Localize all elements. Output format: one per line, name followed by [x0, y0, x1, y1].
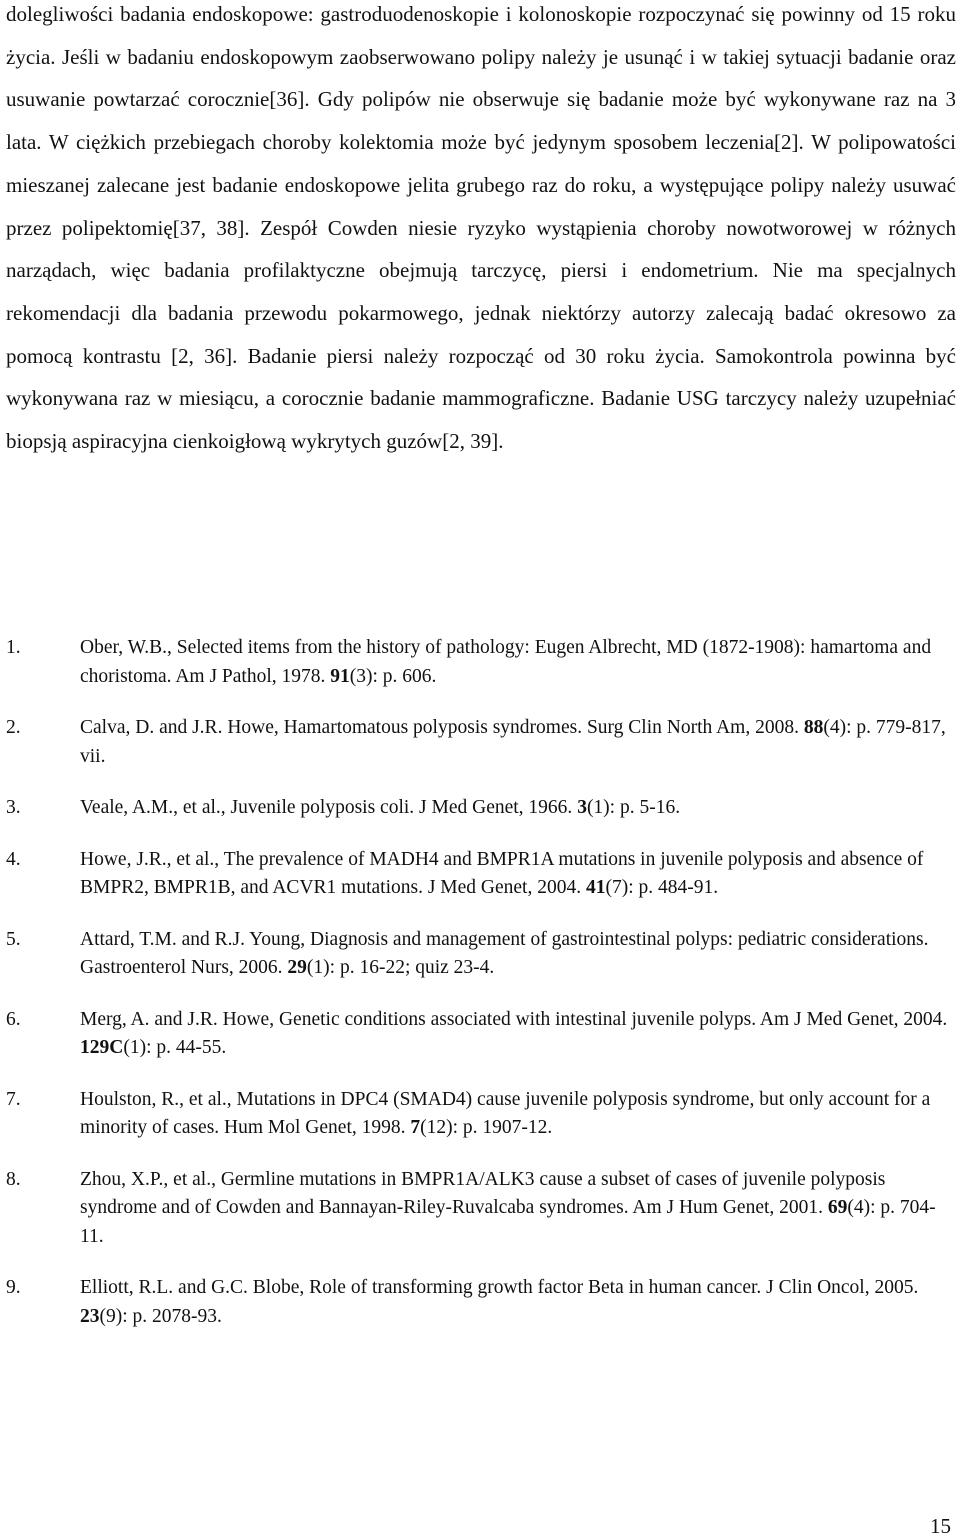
reference-number: 3. [6, 797, 21, 818]
sentence: Badanie USG tarczycy należy uzupełniać biopsją aspiracyjna cienkoigłową wykrytych guzów[2, 39]. [6, 386, 956, 454]
reference-number: 9. [6, 1277, 21, 1298]
sentence: Badanie piersi należy rozpocząć od 30 roku życia. [247, 343, 716, 368]
reference-pages: (4): p. 779-817, vii. [80, 717, 946, 767]
reference-pages: (12): p. 1907-12. [420, 1117, 553, 1138]
reference-pages: (1): p. 5-16. [586, 797, 681, 818]
reference-pages: (1): p. 44-55. [123, 1037, 227, 1058]
reference-volume: 41 [585, 877, 606, 898]
reference-text: Attard, T.M. and R.J. Young, Diagnosis and management of gastrointestinal polyps: pediatric considerations. Gastroenterol Nurs, 2006. [80, 928, 929, 978]
sentence: Samokontrola powinna być wykonywana raz w miesiącu, a corocznie badanie mammograficzne. [6, 343, 956, 411]
reference-volume: 7 [410, 1117, 421, 1138]
reference-number: 8. [6, 1168, 21, 1190]
sentence: Gdy polipów nie obserwuje się badanie może być wykonywane raz na 3 lata. [6, 87, 957, 155]
reference-number: 5. [6, 928, 21, 950]
body-paragraph [6, 0, 956, 463]
reference-number: 4. [6, 848, 21, 870]
reference-item [6, 1274, 956, 1331]
reference-text: Howe, J.R., et al., The prevalence of MADH4 and BMPR1A mutations in juvenile polyposis and absence of BMPR2, BMPR1B, and ACVR1 mutations. J Med Genet, 2004. [80, 848, 924, 898]
reference-volume: 69 [827, 1197, 848, 1218]
reference-text: Ober, W.B., Selected items from the history of pathology: Eugen Albrecht, MD (1872-1908): hamartoma and choristoma. Am J Pathol, 1978. [80, 637, 932, 687]
sentence: dolegliwości badania endoskopowe: gastroduodenoskopie i kolonoskopie rozpoczynać się powinny od 15 roku życia. Jeśli w badaniu endoskopowym zaobserwowano polipy należy je usunąć i w takiej sytuacji badanie oraz usuwanie powtarzać corocznie[36]. [6, 2, 956, 112]
reference-pages: (7): p. 484-91. [605, 877, 719, 898]
reference-item [6, 926, 956, 983]
reference-item [6, 1086, 956, 1143]
reference-item [6, 794, 956, 823]
sentence: W ciężkich przebiegach choroby kolektomia może być jedynym sposobem leczenia[2]. [48, 130, 812, 155]
reference-pages: (3): p. 606. [349, 665, 437, 687]
reference-number: 1. [6, 637, 21, 658]
reference-volume: 129C [80, 1037, 124, 1058]
reference-list [6, 634, 956, 1354]
reference-pages: (1): p. 16-22; quiz 23-4. [306, 957, 495, 978]
sentence: Nie ma specjalnych rekomendacji dla badania przewodu pokarmowego, jednak niektórzy autorzy zalecają badać okresowo za pomocą kontrastu [2, 36]. [6, 258, 956, 368]
reference-pages: (9): p. 2078-93. [99, 1305, 222, 1327]
reference-text: Zhou, X.P., et al., Germline mutations in BMPR1A/ALK3 cause a subset of cases of juvenile polyposis syndrome and of Cowden and Bannayan-Riley-Ruvalcaba syndromes. Am J Hum Genet, 2001. [80, 1168, 886, 1218]
reference-volume: 3 [577, 797, 587, 818]
reference-item [6, 1006, 956, 1063]
reference-item [6, 846, 956, 903]
sentence: W polipowatości mieszanej zalecane jest badanie endoskopowe jelita grubego raz do roku, a występujące polipy należy usuwać przez polipektomię[37, 38]. [6, 130, 956, 240]
reference-item [6, 714, 956, 771]
sentence: Zespół Cowden niesie ryzyko wystąpienia choroby nowotworowej w różnych narządach, więc badania profilaktyczne obejmują tarczycę, piersi i endometrium. [6, 215, 956, 283]
reference-number: 2. [6, 717, 21, 738]
reference-pages: (4): p. 704-11. [80, 1197, 936, 1247]
reference-volume: 29 [287, 957, 307, 978]
reference-volume: 23 [80, 1305, 100, 1327]
reference-text: Houlston, R., et al., Mutations in DPC4 (SMAD4) cause juvenile polyposis syndrome, but only account for a minority of cases. Hum Mol Genet, 1998. [80, 1088, 931, 1138]
reference-text: Calva, D. and J.R. Howe, Hamartomatous polyposis syndromes. Surg Clin North Am, 2008. [80, 717, 804, 738]
reference-item [6, 1166, 956, 1252]
reference-number: 7. [6, 1088, 21, 1110]
reference-number: 6. [6, 1008, 21, 1030]
reference-volume: 91 [330, 665, 350, 687]
page-number: 15 [930, 1514, 951, 1538]
reference-text: Elliott, R.L. and G.C. Blobe, Role of transforming growth factor Beta in human cancer. J Clin Oncol, 2005. [80, 1277, 919, 1298]
reference-text: Veale, A.M., et al., Juvenile polyposis coli. J Med Genet, 1966. [80, 797, 578, 818]
reference-volume: 88 [803, 717, 824, 738]
reference-item [6, 634, 956, 691]
reference-text: Merg, A. and J.R. Howe, Genetic conditions associated with intestinal juvenile polyps. Am J Med Genet, 2004. [80, 1008, 948, 1030]
